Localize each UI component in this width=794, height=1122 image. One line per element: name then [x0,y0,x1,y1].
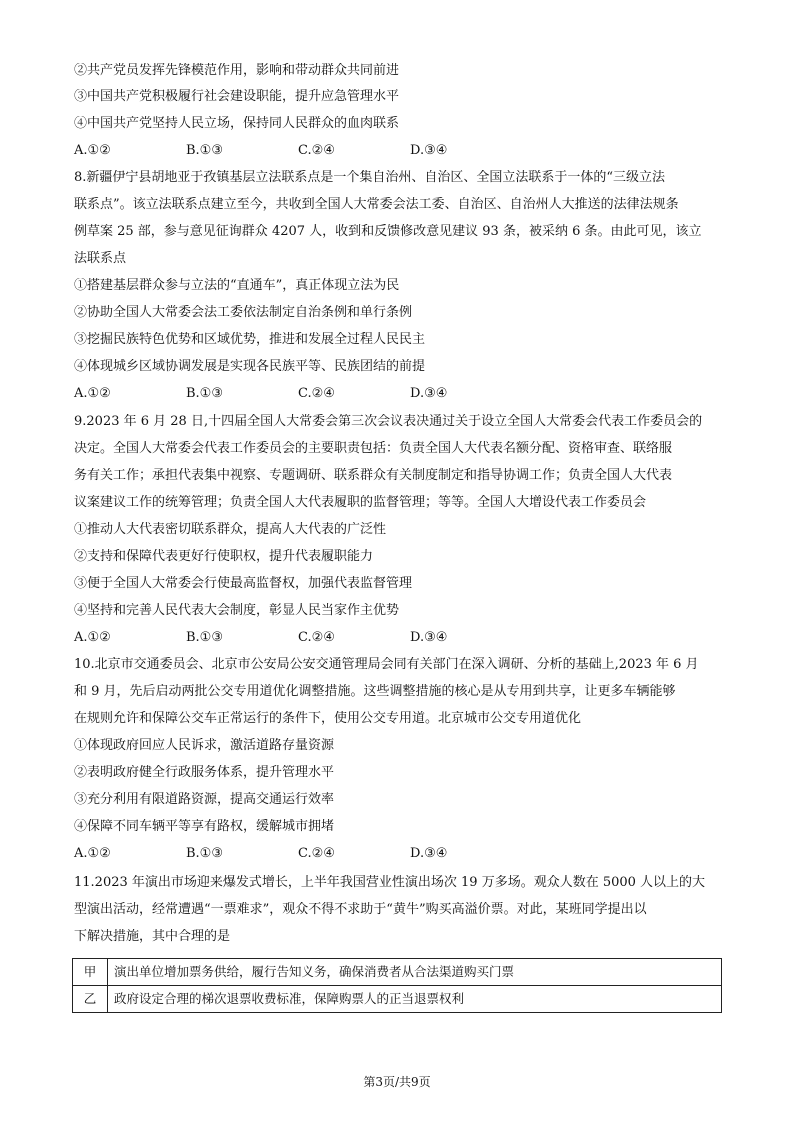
option-line: ②协助全国人大常委会法工委依法制定自治条例和单行条例 [74,305,413,320]
option-line: ③便于全国人大常委会行使最高监督权，加强代表监督管理 [74,576,413,591]
choice-a: A.①② [74,846,111,861]
question-text: 在规则允许和保障公交车正常运行的条件下，使用公交专用道。北京城市公交专用道优化 [74,711,582,726]
option-line: ①推动人大代表密切联系群众，提高人大代表的广泛性 [74,522,387,537]
question-text: 联系点”。该立法联系点建立至今，共收到全国人大常委会法工委、自治区、自治州人大推送的法律法规条 [74,197,679,212]
choice-d: D.③④ [410,386,448,401]
question-text: 8.新疆伊宁县胡地亚于孜镇基层立法联系点是一个集自治州、自治区、全国立法联系于一体的“三级立法 [74,170,666,185]
row-label: 甲 [73,959,108,986]
choice-d: D.③④ [410,143,448,158]
question-text: 法联系点 [74,251,127,266]
option-line: ①搭建基层群众参与立法的“直通车”，真正体现立法为民 [74,278,400,293]
option-line: ③充分利用有限道路资源，提高交通运行效率 [74,792,335,807]
table-row [73,959,722,986]
question-text: 10.北京市交通委员会、北京市公安局公安交通管理局会同有关部门在深入调研、分析的基础上,2023 年 6 月 [74,657,699,672]
choice-a: A.①② [74,386,111,401]
row-text: 政府设定合理的梯次退票收费标准，保障购票人的正当退票权利 [108,986,722,1013]
choice-b: B.①③ [186,630,223,645]
measures-table [72,958,722,1013]
choice-d: D.③④ [410,846,448,861]
option-line: ④保障不同车辆平等享有路权，缓解城市拥堵 [74,819,335,834]
choice-a: A.①② [74,143,111,158]
option-line: ④体现城乡区域协调发展是实现各民族平等、民族团结的前提 [74,359,426,374]
choice-c: C.②④ [298,630,335,645]
question-text: 11.2023 年演出市场迎来爆发式增长，上半年我国营业性演出场次 19 万多场。观众人数在 5000 人以上的大 [74,875,706,890]
answer-choices [74,386,724,402]
choice-b: B.①③ [186,846,223,861]
question-text: 和 9 月，先后启动两批公交专用道优化调整措施。这些调整措施的核心是从专用到共享，让更多车辆能够 [74,684,676,699]
answer-choices [74,846,724,862]
choice-c: C.②④ [298,143,335,158]
question-text: 决定。全国人大常委会代表工作委员会的主要职责包括：负责全国人大代表名额分配、资格审查、联络服 [74,441,673,456]
choice-c: C.②④ [298,386,335,401]
question-text: 型演出活动，经常遭遇“一票难求”，观众不得不求助于“黄牛”购买高溢价票。对此，某班同学提出以 [74,902,647,917]
question-text: 9.2023 年 6 月 28 日,十四届全国人大常委会第三次会议表决通过关于设立全国人大常委会代表工作委员会的 [74,414,703,429]
option-line: ③挖掘民族特色优势和区域优势，推进和发展全过程人民民主 [74,332,426,347]
question-text: 议案建议工作的统筹管理；负责全国人大代表履职的监督管理；等等。全国人大增设代表工作委员会 [74,495,647,510]
choice-b: B.①③ [186,386,223,401]
option-line: ④坚持和完善人民代表大会制度，彰显人民当家作主优势 [74,603,400,618]
answer-choices [74,630,724,646]
question-text: 例草案 25 部，参与意见征询群众 4207 人，收到和反馈修改意见建议 93 条，被采纳 6 条。由此可见，该立 [74,224,702,239]
option-line: ④中国共产党坚持人民立场，保持同人民群众的血肉联系 [74,116,400,131]
choice-d: D.③④ [410,630,448,645]
option-line: ③中国共产党积极履行社会建设职能，提升应急管理水平 [74,89,400,104]
choice-c: C.②④ [298,846,335,861]
choice-a: A.①② [74,630,111,645]
row-label: 乙 [73,986,108,1013]
table-row [73,986,722,1013]
question-text: 下解决措施，其中合理的是 [74,929,231,944]
page-number: 第3页/共9页 [363,1075,431,1089]
option-line: ②支持和保障代表更好行使职权，提升代表履职能力 [74,549,374,564]
option-line: ②共产党员发挥先锋模范作用，影响和带动群众共同前进 [74,63,400,78]
row-text: 演出单位增加票务供给，履行告知义务，确保消费者从合法渠道购买门票 [108,959,722,986]
answer-choices [74,143,724,159]
choice-b: B.①③ [186,143,223,158]
question-text: 务有关工作；承担代表集中视察、专题调研、联系群众有关制度制定和指导协调工作；负责全国人大代表 [74,468,673,483]
option-line: ②表明政府健全行政服务体系，提升管理水平 [74,765,335,780]
option-line: ①体现政府回应人民诉求，激活道路存量资源 [74,738,335,753]
